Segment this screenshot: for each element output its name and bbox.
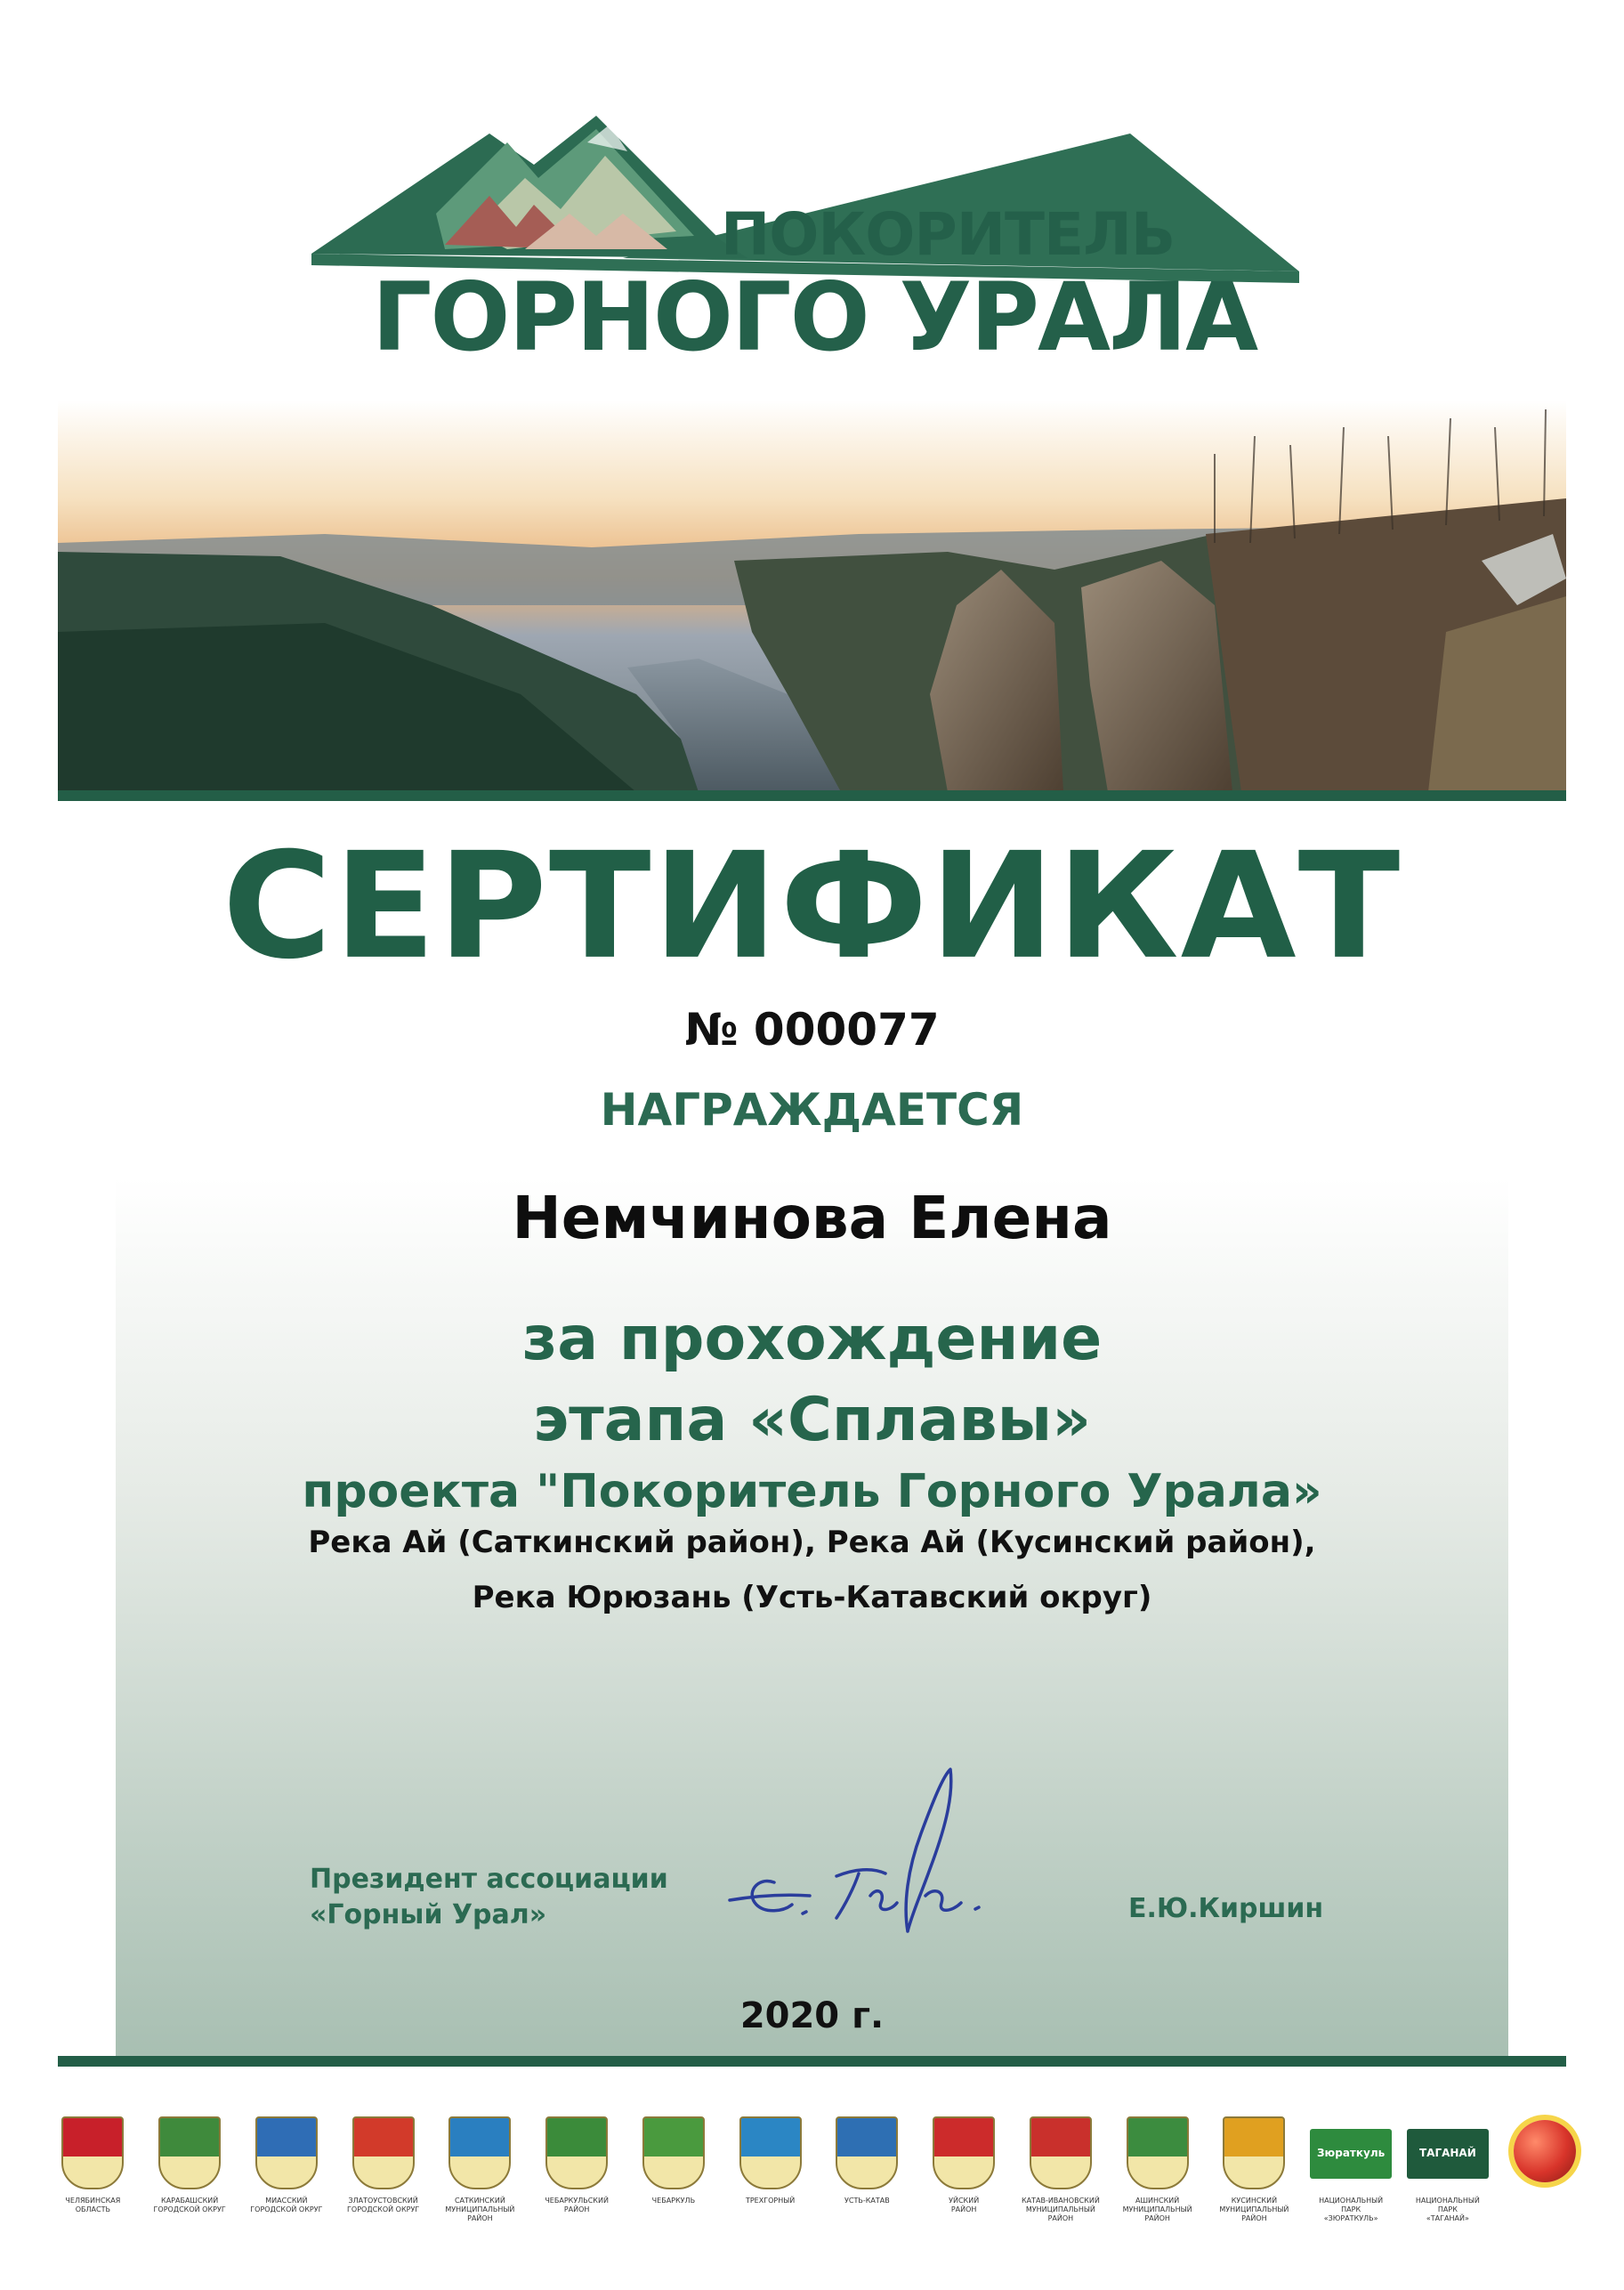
achievement-line2: этапа «Сплавы» (532, 1385, 1092, 1455)
partner-logo (1109, 2100, 1207, 2252)
president-title-line1: Президент ассоциации (310, 1864, 668, 1895)
route-places-line1: Река Ай (Саткинский район), Река Ай (Кусинский район), (308, 1525, 1316, 1560)
chebarkul-district-emblem-icon (545, 2116, 608, 2189)
project-line: проекта "Покоритель Горного Урала» (302, 1465, 1322, 1518)
partner-logo (1496, 2100, 1594, 2252)
partner-caption: ЧЕЛЯБИНСКАЯ ОБЛАСТЬ (65, 2197, 121, 2213)
sun-ball-logo-icon (1514, 2120, 1576, 2182)
partner-logo (818, 2100, 916, 2252)
partner-logo (1205, 2100, 1303, 2252)
miass-emblem-icon (255, 2116, 318, 2189)
president-name: Е.Ю.Киршин (1128, 1893, 1324, 1924)
top-divider (58, 790, 1566, 801)
partner-logo (915, 2100, 1013, 2252)
partner-caption: АШИНСКИЙ МУНИЦИПАЛЬНЫЙ РАЙОН (1122, 2197, 1192, 2222)
logo-title-line2: ГОРНОГО УРАЛА (371, 263, 1257, 372)
river-canyon-photo (58, 401, 1566, 792)
project-logo (303, 80, 1317, 374)
zlatoust-emblem-icon (352, 2116, 415, 2189)
partner-caption: КАТАВ-ИВАНОВСКИЙ МУНИЦИПАЛЬНЫЙ РАЙОН (1021, 2197, 1100, 2222)
partner-caption: НАЦИОНАЛЬНЫЙ ПАРК «ЗЮРАТКУЛЬ» (1319, 2197, 1384, 2222)
uy-district-emblem-icon (933, 2116, 995, 2189)
president-title-line2: «Горный Урал» (310, 1899, 547, 1930)
awarded-label: НАГРАЖДАЕТСЯ (600, 1084, 1024, 1136)
partner-logo (141, 2100, 238, 2252)
landscape-image-icon (58, 401, 1566, 792)
trekhgorny-emblem-icon (739, 2116, 802, 2189)
karabash-emblem-icon (158, 2116, 221, 2189)
president-title (310, 1862, 683, 1933)
partner-caption: САТКИНСКИЙ МУНИЦИПАЛЬНЫЙ РАЙОН (445, 2197, 515, 2222)
partner-caption: ЧЕБАРКУЛЬСКИЙ РАЙОН (545, 2197, 609, 2213)
partner-logos-row (44, 2100, 1593, 2252)
asha-emblem-icon (1127, 2116, 1189, 2189)
achievement-line1: за прохождение (521, 1304, 1103, 1374)
issue-year: 2020 г. (739, 1995, 885, 2036)
partner-logo (722, 2100, 820, 2252)
bottom-divider (58, 2056, 1566, 2067)
partner-logo (238, 2100, 335, 2252)
partner-caption: МИАССКИЙ ГОРОДСКОЙ ОКРУГ (250, 2197, 323, 2213)
partner-caption: НАЦИОНАЛЬНЫЙ ПАРК «ТАГАНАЙ» (1415, 2197, 1480, 2222)
partner-logo-label: Зюраткуль (1317, 2147, 1386, 2159)
signature (721, 1762, 1023, 1949)
partner-logo-label: ТАГАНАЙ (1418, 2147, 1476, 2159)
partner-logo (44, 2100, 141, 2252)
ust-katav-emblem-icon (836, 2116, 898, 2189)
taganay-park-logo-icon (1407, 2129, 1489, 2179)
route-places-line2: Река Юрюзань (Усть-Катавский округ) (472, 1580, 1152, 1615)
kusa-emblem-icon (1223, 2116, 1285, 2189)
partner-caption: ЧЕБАРКУЛЬ (651, 2197, 696, 2205)
certificate-title: СЕРТИФИКАТ (222, 820, 1402, 992)
certificate-number: № 000077 (684, 1004, 940, 1056)
partner-logo (1012, 2100, 1110, 2252)
partner-caption: ЗЛАТОУСТОВСКИЙ ГОРОДСКОЙ ОКРУГ (347, 2197, 420, 2213)
chebarkul-emblem-icon (642, 2116, 705, 2189)
katav-ivanovsk-emblem-icon (1030, 2116, 1092, 2189)
partner-caption: КАРАБАШСКИЙ ГОРОДСКОЙ ОКРУГ (153, 2197, 226, 2213)
partner-logo (625, 2100, 723, 2252)
satka-emblem-icon (448, 2116, 511, 2189)
partner-logo (335, 2100, 432, 2252)
partner-caption: УСТЬ-КАТАВ (844, 2197, 890, 2205)
partner-logo (1399, 2100, 1497, 2252)
partner-caption: КУСИНСКИЙ МУНИЦИПАЛЬНЫЙ РАЙОН (1219, 2197, 1289, 2222)
recipient-name: Немчинова Елена (512, 1184, 1112, 1252)
partner-logo (1302, 2100, 1400, 2252)
logo-title-line1: ПОКОРИТЕЛЬ (721, 200, 1176, 269)
handwritten-signature-icon (721, 1762, 1023, 1949)
chelyabinsk-region-emblem-icon (61, 2116, 124, 2189)
partner-caption: ТРЕХГОРНЫЙ (745, 2197, 796, 2205)
zyuratkul-park-logo-icon (1310, 2129, 1392, 2179)
partner-caption: УЙСКИЙ РАЙОН (949, 2197, 980, 2213)
partner-logo (528, 2100, 626, 2252)
partner-logo (431, 2100, 529, 2252)
